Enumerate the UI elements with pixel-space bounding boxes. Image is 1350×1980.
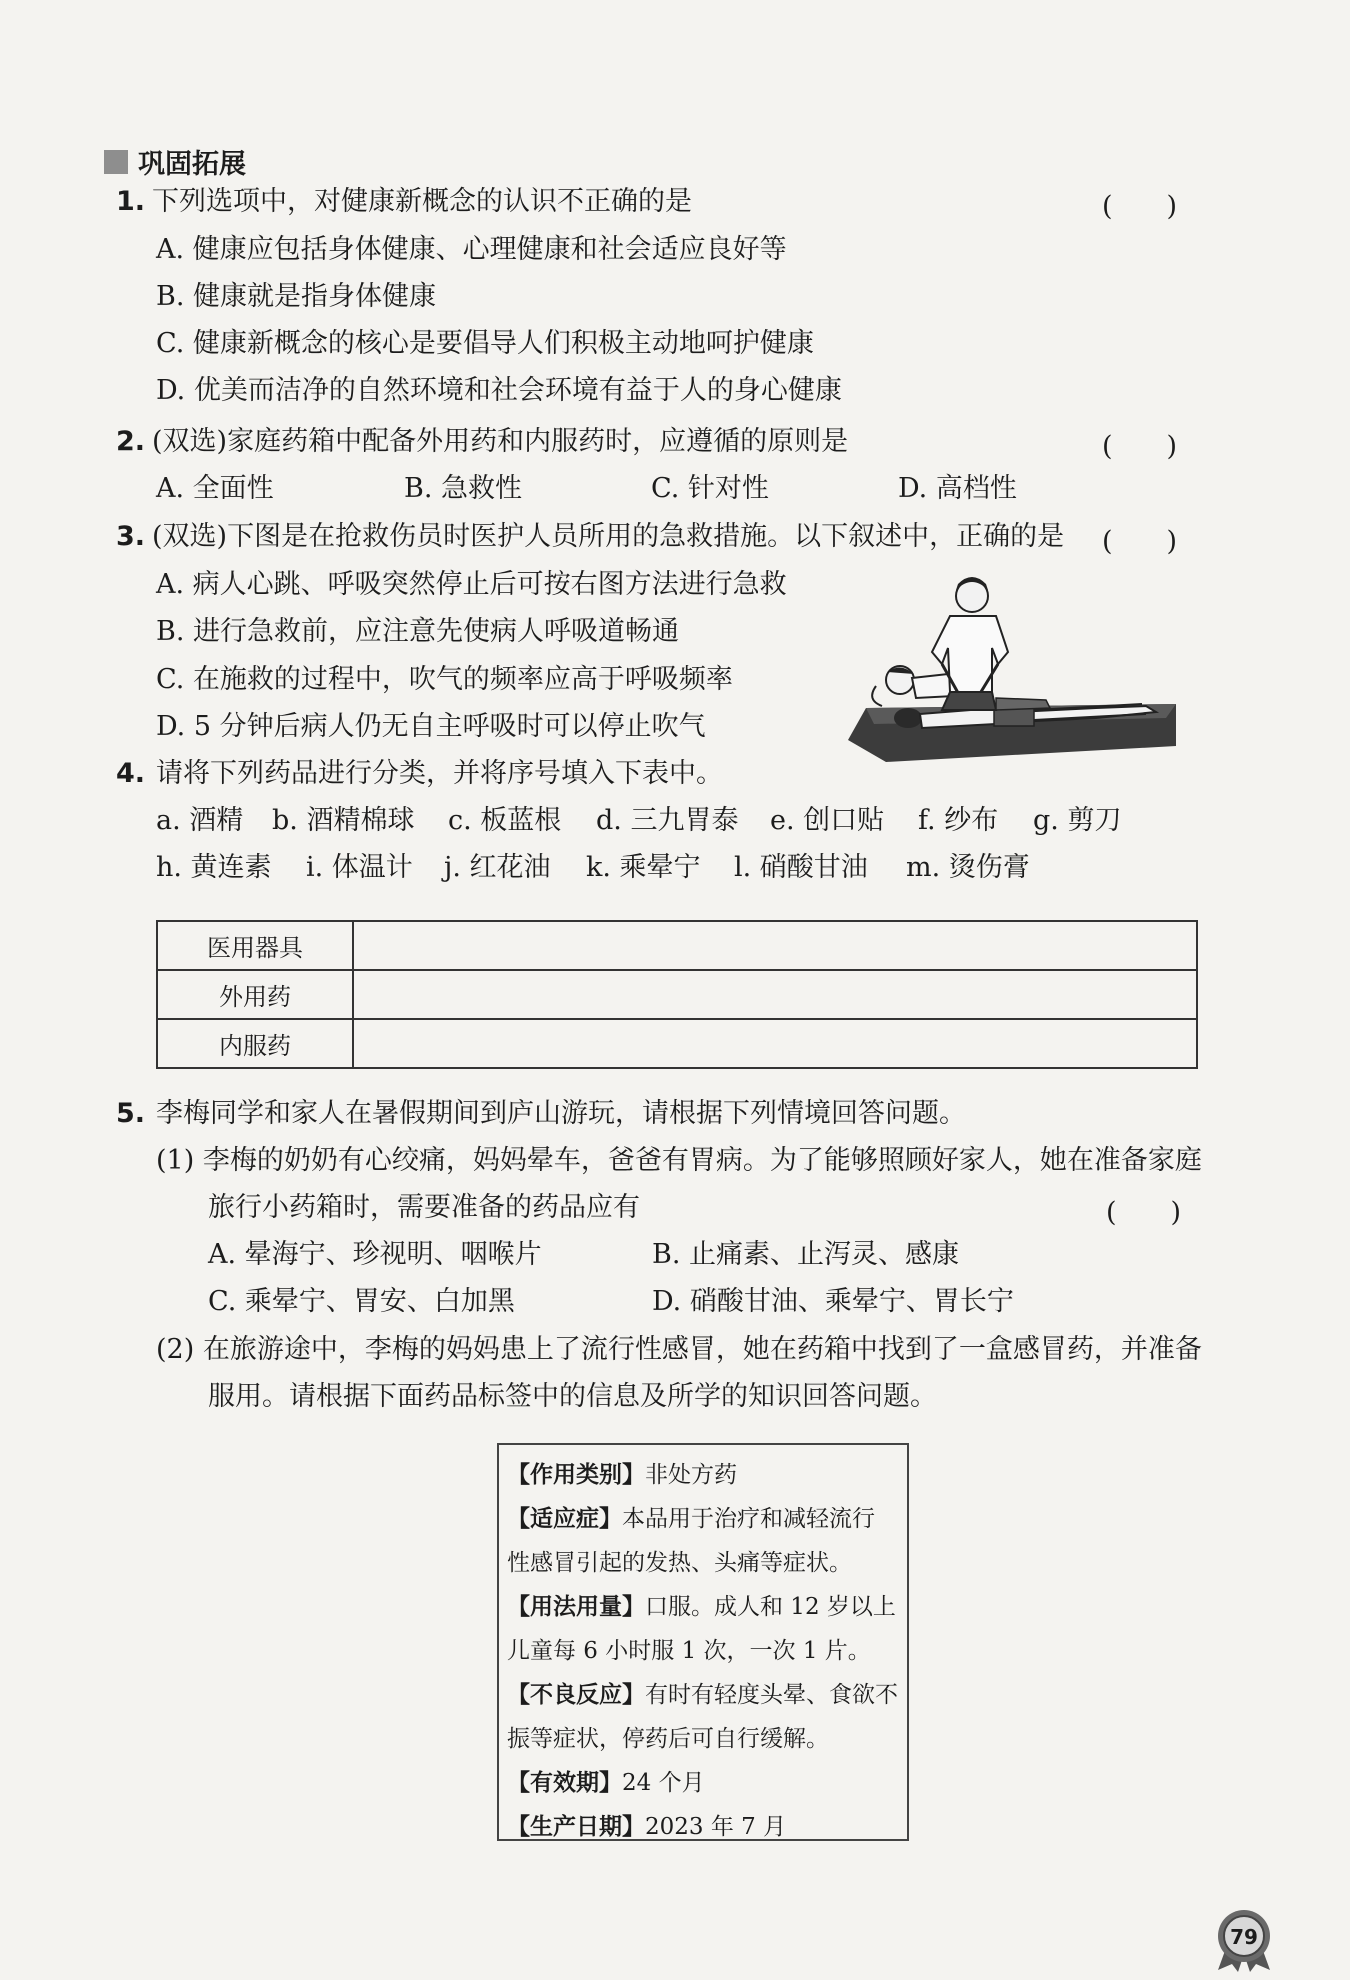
q5-sub1-option-c: C. 乘晕宁、胃安、白加黑 [208, 1286, 515, 1317]
q4-item-f: f. 纱布 [918, 805, 999, 836]
table-row [157, 970, 1197, 1019]
label-line-usage [507, 1585, 907, 1629]
row-label-external: 外用药 [157, 970, 353, 1019]
label-key-category: 【作用类别】 [507, 1462, 645, 1488]
q5-sub1-line2: 旅行小药箱时，需要准备的药品应有 [208, 1192, 640, 1223]
q2-answer-paren: ( ) [1102, 431, 1178, 462]
label-value-category: 非处方药 [645, 1462, 737, 1488]
answer-cell-internal[interactable] [353, 1019, 1197, 1068]
label-value-date: 2023 年 7 月 [645, 1814, 787, 1840]
q5-sub1-option-a: A. 晕海宁、珍视明、咽喉片 [208, 1239, 542, 1270]
q2-option-c: C. 针对性 [651, 473, 769, 504]
q4-item-e: e. 创口贴 [770, 805, 885, 836]
q1-option-a: A. 健康应包括身体健康、心理健康和社会适应良好等 [156, 234, 787, 265]
q4-item-m: m. 烫伤膏 [906, 852, 1030, 883]
q4-item-j: j. 红花油 [444, 852, 551, 883]
q4-item-h: h. 黄连素 [156, 852, 272, 883]
q1-option-b: B. 健康就是指身体健康 [156, 281, 437, 312]
label-value-usage-1: 口服。成人和 12 岁以上 [645, 1594, 896, 1620]
label-key-adverse: 【不良反应】 [507, 1682, 645, 1708]
q1-number: 1. [116, 186, 146, 217]
cpr-rescue-illustration [846, 568, 1176, 764]
q2-option-d: D. 高档性 [898, 473, 1017, 504]
q2-stem: (双选)家庭药箱中配备外用药和内服药时，应遵循的原则是 [152, 426, 849, 457]
label-line-adverse [507, 1673, 907, 1717]
q3-option-a: A. 病人心跳、呼吸突然停止后可按右图方法进行急救 [156, 569, 787, 600]
q3-answer-paren: ( ) [1102, 526, 1178, 557]
q3-option-d: D. 5 分钟后病人仍无自主呼吸时可以停止吹气 [156, 711, 706, 742]
page-number-badge [1212, 1908, 1276, 1972]
q1-answer-paren: ( ) [1102, 191, 1178, 222]
label-key-indication: 【适应症】 [507, 1506, 622, 1532]
q3-option-b: B. 进行急救前，应注意先使病人呼吸道畅通 [156, 616, 680, 647]
q4-item-c: c. 板蓝根 [448, 805, 562, 836]
q5-sub1-option-b: B. 止痛素、止泻灵、感康 [652, 1239, 960, 1270]
q5-stem: 李梅同学和家人在暑假期间到庐山游玩，请根据下列情境回答问题。 [156, 1098, 966, 1129]
q4-item-b: b. 酒精棉球 [272, 805, 415, 836]
q5-sub1-answer-paren: ( ) [1106, 1197, 1182, 1228]
q3-number: 3. [116, 521, 146, 552]
label-line-indication [507, 1497, 907, 1541]
q1-option-d: D. 优美而洁净的自然环境和社会环境有益于人的身心健康 [156, 375, 842, 406]
label-value-validity: 24 个月 [622, 1770, 705, 1796]
row-label-instruments: 医用器具 [157, 921, 353, 970]
label-line-validity [507, 1761, 907, 1805]
q3-option-c: C. 在施救的过程中，吹气的频率应高于呼吸频率 [156, 664, 733, 695]
q5-sub2-line2: 服用。请根据下面药品标签中的信息及所学的知识回答问题。 [208, 1381, 937, 1412]
label-key-usage: 【用法用量】 [507, 1594, 645, 1620]
q4-number: 4. [116, 758, 146, 789]
q5-sub1-line1: (1) 李梅的奶奶有心绞痛，妈妈晕车，爸爸有胃病。为了能够照顾好家人，她在准备家庭 [156, 1145, 1202, 1176]
label-value-indication-2: 性感冒引起的发热、头痛等症状。 [507, 1550, 852, 1576]
q4-item-k: k. 乘晕宁 [586, 852, 701, 883]
q1-option-c: C. 健康新概念的核心是要倡导人们积极主动地呵护健康 [156, 328, 814, 359]
section-square-icon [104, 150, 128, 174]
q4-item-a: a. 酒精 [156, 805, 244, 836]
label-value-usage-2: 儿童每 6 小时服 1 次，一次 1 片。 [507, 1638, 871, 1664]
row-label-internal: 内服药 [157, 1019, 353, 1068]
section-title: 巩固拓展 [138, 149, 246, 180]
q4-item-g: g. 剪刀 [1033, 805, 1122, 836]
table-row [157, 1019, 1197, 1068]
q5-sub1-option-d: D. 硝酸甘油、乘晕宁、胃长宁 [652, 1286, 1014, 1317]
table-row [157, 921, 1197, 970]
q1-stem: 下列选项中，对健康新概念的认识不正确的是 [152, 186, 692, 217]
label-key-date: 【生产日期】 [507, 1814, 645, 1840]
label-value-adverse-2: 振等症状，停药后可自行缓解。 [507, 1726, 829, 1752]
medicine-classification-table [156, 920, 1198, 1069]
drug-label-box [497, 1443, 909, 1841]
q4-stem: 请将下列药品进行分类，并将序号填入下表中。 [156, 758, 723, 789]
label-value-indication-1: 本品用于治疗和减轻流行 [622, 1506, 875, 1532]
q4-item-l: l. 硝酸甘油 [734, 852, 868, 883]
label-value-adverse-1: 有时有轻度头晕、食欲不 [645, 1682, 898, 1708]
answer-cell-instruments[interactable] [353, 921, 1197, 970]
label-line-category [507, 1453, 907, 1497]
q2-number: 2. [116, 426, 146, 457]
q3-stem: (双选)下图是在抢救伤员时医护人员所用的急救措施。以下叙述中，正确的是 [152, 521, 1065, 552]
label-line-date [507, 1805, 907, 1849]
answer-cell-external[interactable] [353, 970, 1197, 1019]
section-header [104, 142, 246, 181]
page-number: 79 [1230, 1925, 1258, 1949]
q4-item-i: i. 体温计 [306, 852, 413, 883]
q5-number: 5. [116, 1098, 146, 1129]
q5-sub2-line1: (2) 在旅游途中，李梅的妈妈患上了流行性感冒，她在药箱中找到了一盒感冒药，并准备 [156, 1334, 1202, 1365]
q2-option-b: B. 急救性 [404, 473, 523, 504]
q4-item-d: d. 三九胃泰 [596, 805, 739, 836]
label-key-validity: 【有效期】 [507, 1770, 622, 1796]
q2-option-a: A. 全面性 [156, 473, 274, 504]
